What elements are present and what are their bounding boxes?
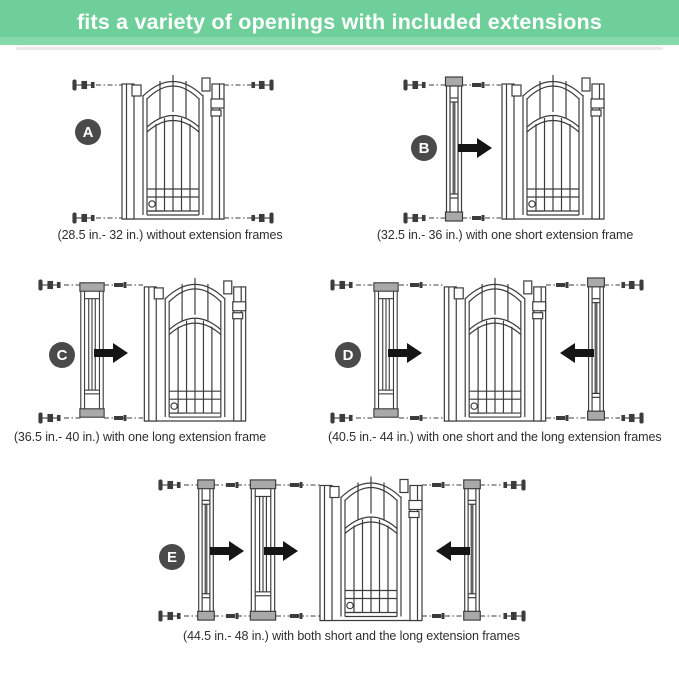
gate-drawing — [502, 75, 604, 219]
bolt-icon — [331, 413, 352, 423]
bolt-icon — [252, 213, 273, 223]
pin-icon — [114, 415, 127, 421]
diagram-caption-a: (28.5 in.- 32 in.) without extension frames — [57, 228, 283, 242]
bolt-icon — [622, 280, 643, 290]
pin-icon — [410, 282, 423, 288]
bolt-icon — [504, 611, 525, 621]
bolt-icon — [39, 413, 60, 423]
diagram-label-badge-a: A — [75, 119, 101, 145]
diagram-caption-b: (32.5 in.- 36 in.) with one short extension frame — [376, 228, 634, 242]
pin-icon — [290, 613, 303, 619]
gate-drawing — [444, 278, 545, 421]
diagram-caption-e: (44.5 in.- 48 in.) with both short and the long extension frames — [183, 629, 520, 643]
diagram-d-art — [331, 278, 643, 423]
bolt-icon — [73, 213, 94, 223]
bolt-icon — [252, 80, 273, 90]
diagram-caption-c: (36.5 in.- 40 in.) with one long extension frame — [13, 430, 267, 444]
diagram-label-badge-b: B — [411, 135, 437, 161]
pin-icon — [226, 482, 239, 488]
bolt-icon — [404, 213, 425, 223]
pin-icon — [556, 282, 569, 288]
gate-drawing — [320, 477, 422, 621]
diagram-caption-d: (40.5 in.- 44 in.) with one short and the long extension frames — [328, 430, 662, 444]
right-arrow-icon — [210, 541, 244, 561]
pin-icon — [410, 415, 423, 421]
pin-icon — [472, 82, 485, 88]
pin-icon — [114, 282, 127, 288]
pin-icon — [472, 215, 485, 221]
diagram-label-badge-d: D — [335, 342, 361, 368]
bolt-icon — [331, 280, 352, 290]
pin-icon — [226, 613, 239, 619]
header-title: fits a variety of openings with included extensions — [76, 10, 603, 34]
bolt-icon — [39, 280, 60, 290]
diagram-a-art — [73, 75, 273, 223]
gate-drawing — [122, 75, 224, 219]
bolt-icon — [159, 611, 180, 621]
bolt-icon — [404, 80, 425, 90]
gate-drawing — [144, 278, 245, 421]
bolt-icon — [504, 480, 525, 490]
diagram-label-badge-e: E — [159, 544, 185, 570]
pin-icon — [432, 613, 445, 619]
bolt-icon — [73, 80, 94, 90]
diagram-label-badge-c: C — [49, 342, 75, 368]
pin-icon — [290, 482, 303, 488]
pin-icon — [556, 415, 569, 421]
pin-icon — [432, 482, 445, 488]
right-arrow-icon — [458, 138, 492, 158]
bolt-icon — [159, 480, 180, 490]
bolt-icon — [622, 413, 643, 423]
diagram-e-art — [159, 477, 525, 622]
